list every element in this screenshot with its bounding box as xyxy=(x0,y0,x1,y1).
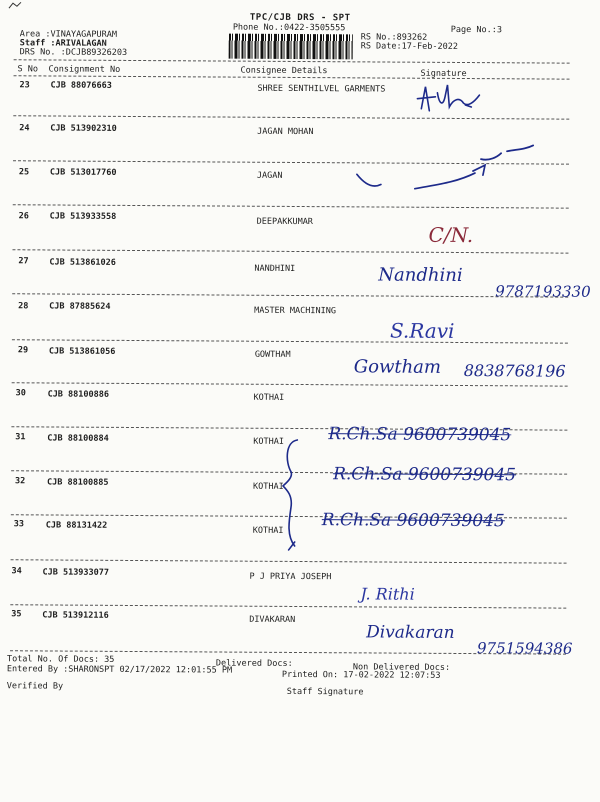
row-consignee: MASTER MACHINING xyxy=(254,305,337,317)
row-sno: 26 xyxy=(18,211,29,222)
total-docs: Total No. Of Docs: 35 xyxy=(6,654,115,665)
rs-date: RS Date:17-Feb-2022 xyxy=(360,41,458,52)
row-consignee: DIVAKARAN xyxy=(249,614,296,625)
divakaran-phone: 9751594386 xyxy=(476,639,573,658)
row-consignment-no: CJB 87885624 xyxy=(49,301,111,312)
row-consignee: SHREE SENTHILVEL GARMENTS xyxy=(257,83,386,95)
gowtham-phone: 8838768196 xyxy=(463,361,566,381)
row-consignment-no: CJB 88100886 xyxy=(47,389,110,400)
row-sno: 23 xyxy=(19,80,30,91)
row-consignee: KOTHAI xyxy=(252,525,284,536)
row-divider xyxy=(11,559,567,563)
row-sno: 30 xyxy=(15,388,26,399)
row-consignee: P J PRIYA JOSEPH xyxy=(249,571,332,583)
printed-on: Printed On: 17-02-2022 12:07:53 xyxy=(281,669,441,681)
row-sno: 28 xyxy=(18,301,29,312)
row-sno: 33 xyxy=(13,519,25,530)
nandhini-signature: Nandhini xyxy=(378,264,463,286)
row-consignment-no: CJB 88100885 xyxy=(47,477,109,488)
barcode xyxy=(229,34,353,60)
master-machining-signature: S.Ravi xyxy=(389,318,455,343)
signature-scribble-25 xyxy=(355,160,525,197)
row-consignment-no: CJB 513861056 xyxy=(48,346,116,357)
row-sno: 24 xyxy=(19,123,30,134)
row-consignee: DEEPAKKUMAR xyxy=(256,216,313,228)
column-header-signature: Signature xyxy=(420,68,467,80)
row-consignee: NANDHINI xyxy=(254,263,296,274)
area-label: Area :VINAYAGAPURAM xyxy=(19,29,118,40)
row-sno: 35 xyxy=(11,609,22,620)
row-consignment-no: CJB 513861026 xyxy=(49,257,116,268)
row-consignee: JAGAN xyxy=(256,170,283,181)
rs-number: RS No.:893262 xyxy=(360,32,428,43)
row-consignment-no: CJB 513912116 xyxy=(42,610,109,621)
row-sno: 29 xyxy=(17,345,29,356)
row-sno: 31 xyxy=(15,432,26,443)
kothai-signature-33: R.Ch.Sa 9600739045 xyxy=(321,510,505,532)
column-header-sno: S No xyxy=(17,64,39,75)
divakaran-signature: Divakaran xyxy=(366,622,455,643)
row-consignee: JAGAN MOHAN xyxy=(257,126,314,138)
nandhini-phone: 9787193330 xyxy=(495,282,591,301)
non-delivered-docs: Non Delivered Docs: xyxy=(352,662,451,673)
row-sno: 32 xyxy=(15,476,26,487)
row-divider xyxy=(10,604,566,608)
cn-note: C/N. xyxy=(428,222,474,248)
row-sno: 34 xyxy=(11,566,22,577)
row-consignee: KOTHAI xyxy=(253,436,285,447)
column-header-consignee: Consignee Details xyxy=(240,65,328,77)
row-consignment-no: CJB 88076663 xyxy=(50,80,112,91)
page-number: Page No.:3 xyxy=(450,24,503,36)
row-consignee: KOTHAI xyxy=(252,481,284,492)
row-divider xyxy=(12,382,568,386)
phone-number: Phone No.:0422-3505555 xyxy=(232,22,346,34)
row-consignment-no: CJB 513017760 xyxy=(49,167,117,178)
row-divider xyxy=(12,249,568,253)
document-title: TPC/CJB DRS - SPT xyxy=(249,12,351,24)
signature-scribble-23 xyxy=(409,81,489,117)
header-divider xyxy=(14,59,570,63)
row-consignment-no: CJB 88100884 xyxy=(47,433,109,444)
kothai-signature-31: R.Ch.Sa 9600739045 xyxy=(328,424,512,446)
staff-label: Staff :ARIVALAGAN xyxy=(19,38,107,49)
row-consignment-no: CJB 513902310 xyxy=(50,123,117,134)
row-divider xyxy=(12,293,568,297)
row-sno: 25 xyxy=(18,167,30,178)
gowtham-signature: Gowtham xyxy=(353,356,442,378)
bracket-mark xyxy=(281,438,304,550)
row-consignment-no: CJB 88131422 xyxy=(45,520,108,531)
verified-by: Verified By xyxy=(6,681,64,692)
row-consignee: GOWTHAM xyxy=(254,349,291,360)
staff-signature-label: Staff Signature xyxy=(286,686,364,698)
row-consignment-no: CJB 513933077 xyxy=(42,567,110,578)
corner-mark xyxy=(8,1,22,9)
row-consignment-no: CJB 513933558 xyxy=(49,211,117,222)
entered-by: Entered By :SHARONSPT 02/17/2022 12:01:55 PM xyxy=(6,664,233,676)
kothai-signature-32: R.Ch.Sa 9600739045 xyxy=(333,464,517,486)
row-sno: 27 xyxy=(18,256,29,267)
column-header-consignment: Consignment No xyxy=(48,64,121,75)
row-divider xyxy=(13,204,569,208)
drs-number: DRS No. :DCJB89326203 xyxy=(19,47,128,58)
row-consignee: KOTHAI xyxy=(253,392,285,403)
row-divider xyxy=(12,339,568,343)
delivered-docs: Delivered Docs: xyxy=(215,658,293,669)
priya-joseph-signature: J. Rithi xyxy=(360,584,415,604)
